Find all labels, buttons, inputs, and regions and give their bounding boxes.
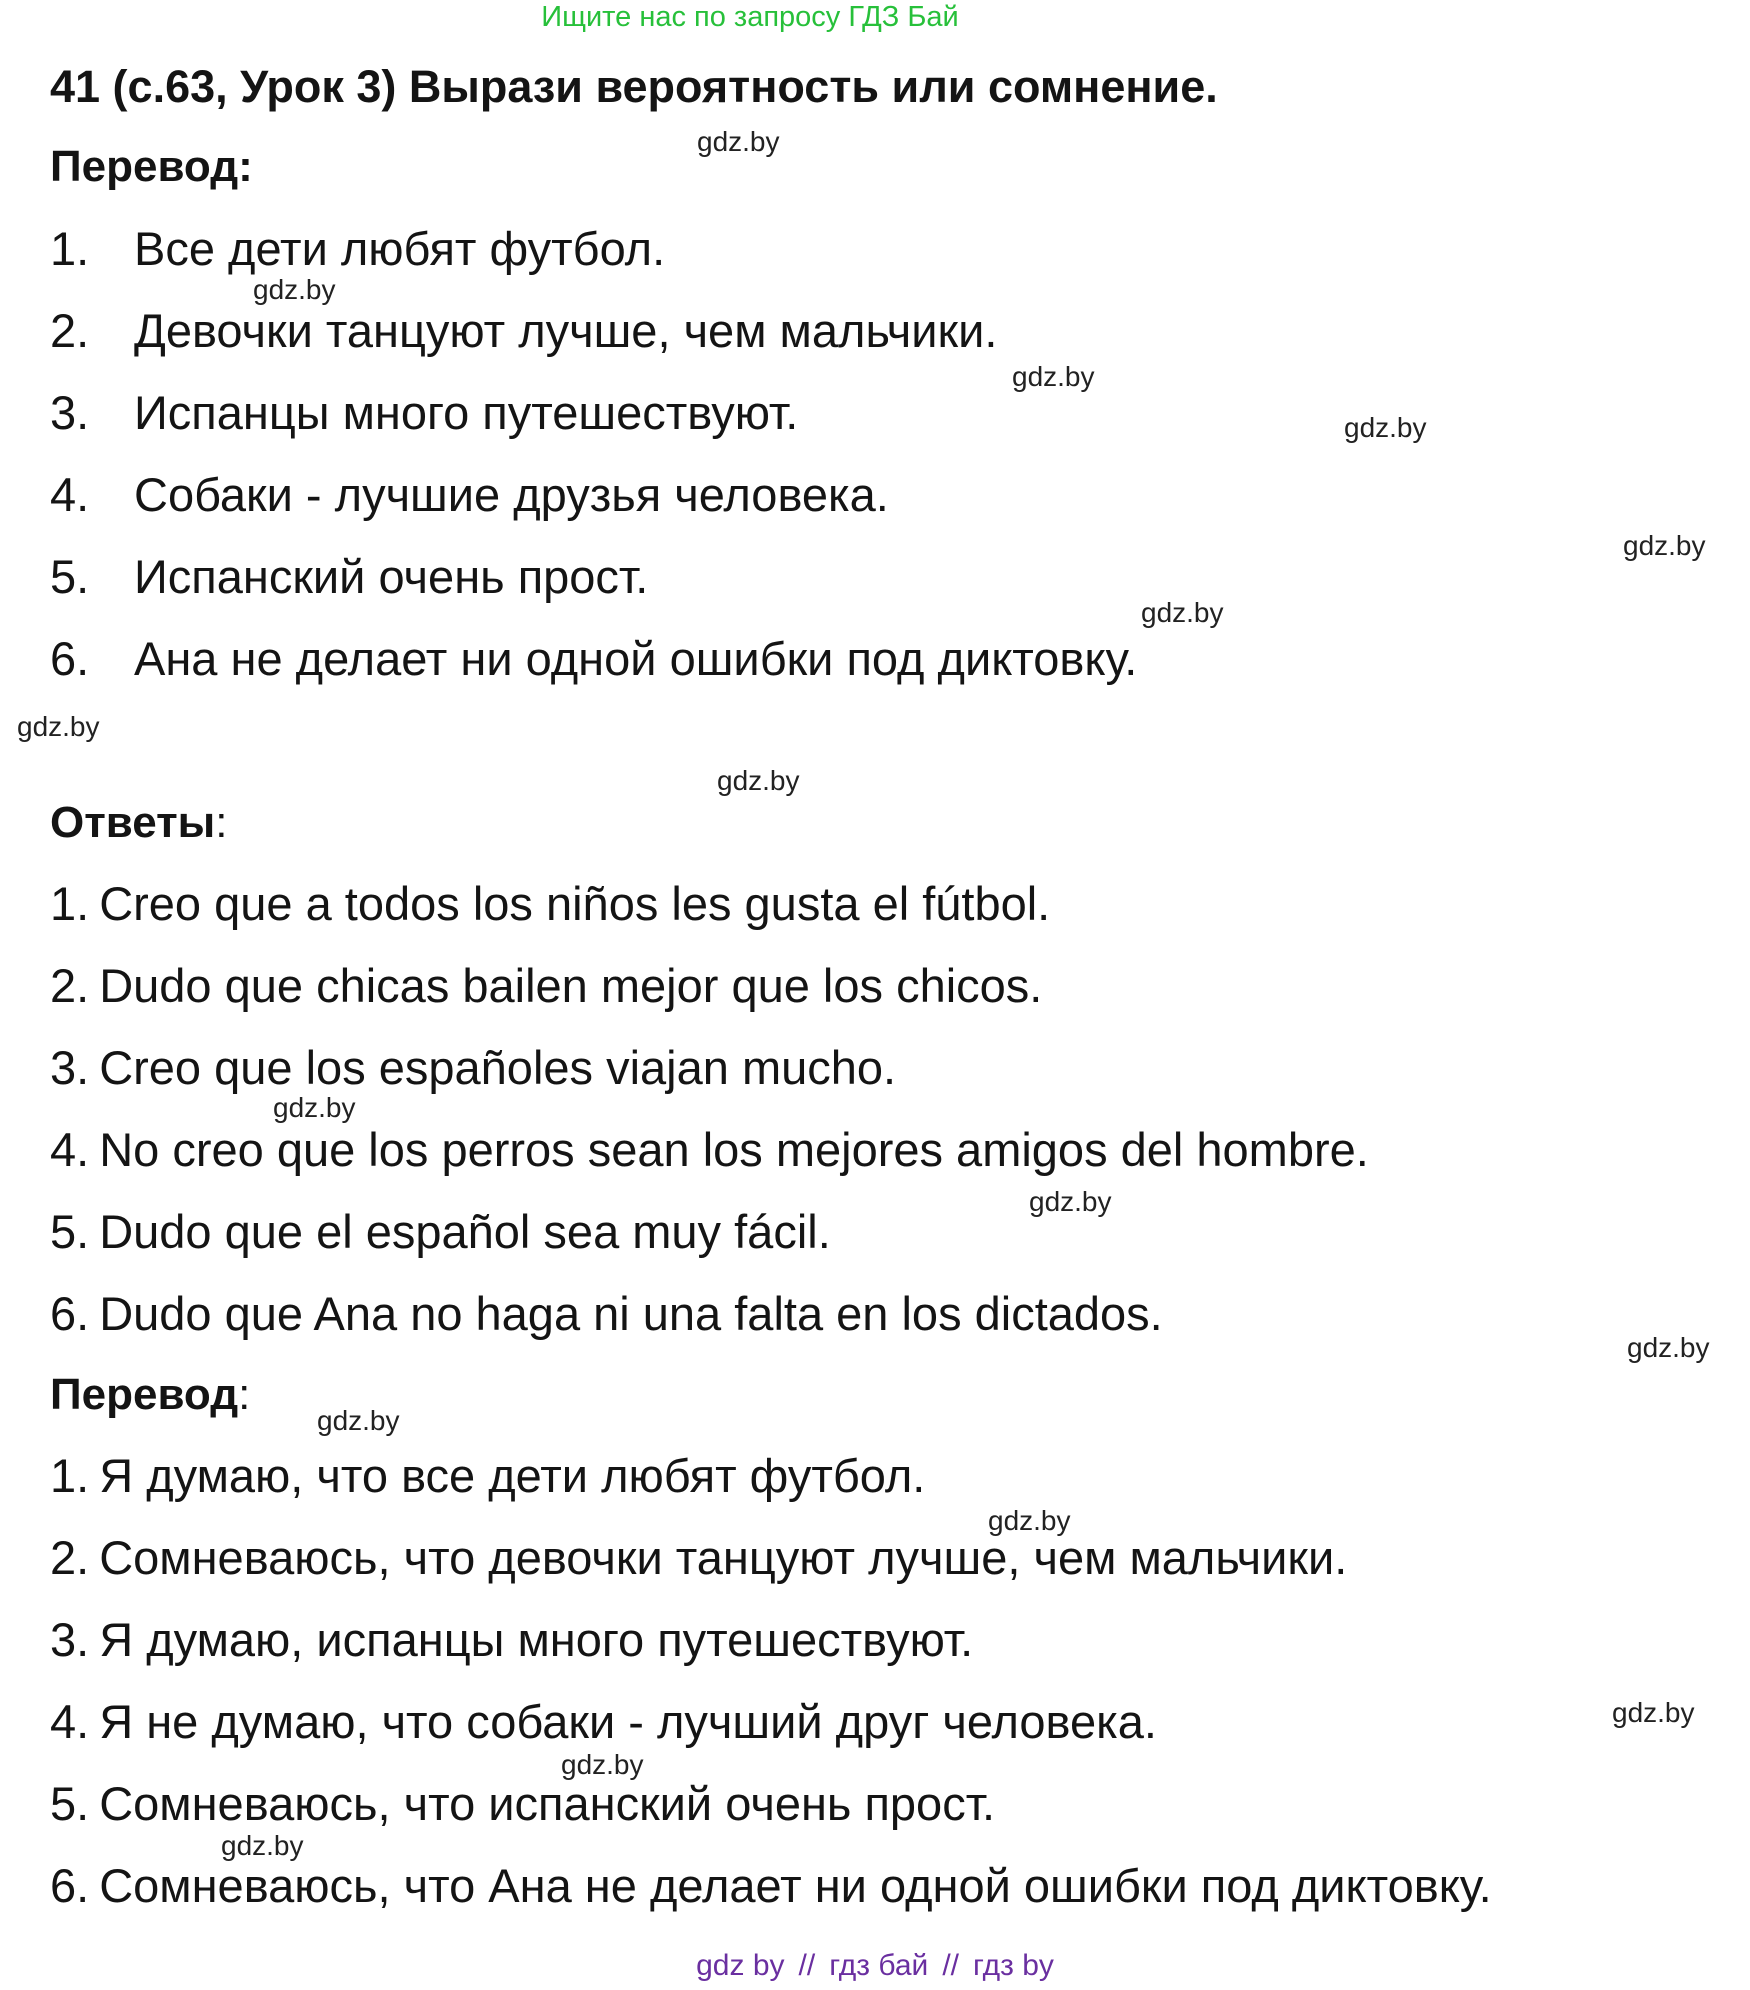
list-item <box>50 863 1369 945</box>
item-text: Сомневаюсь, что Ана не делает ни одной ошибки под диктовку. <box>99 1859 1492 1912</box>
footer-link-gdz-by[interactable]: gdz by <box>696 1949 785 1982</box>
list-item <box>50 536 1137 618</box>
watermark: gdz.by <box>561 1749 644 1780</box>
item-number: 6. <box>50 632 90 685</box>
search-banner: Ищите нас по запросу ГДЗ Бай <box>541 1 959 33</box>
item-text: Испанцы много путешествуют. <box>134 386 799 439</box>
answers-list <box>50 863 1369 1355</box>
section-heading-answer-translation <box>50 1367 250 1423</box>
item-number: 5. <box>50 1205 90 1258</box>
item-text: Ана не делает ни одной ошибки под диктовку. <box>134 632 1138 685</box>
item-text: Dudo que Ana no haga ni una falta en los dictados. <box>99 1287 1163 1340</box>
watermark: gdz.by <box>17 711 100 742</box>
footer-link-gdz-bai[interactable]: гдз бай <box>829 1949 929 1982</box>
translation-list <box>50 208 1137 700</box>
item-number: 3. <box>50 386 90 439</box>
item-text: Сомневаюсь, что девочки танцуют лучше, чем мальчики. <box>99 1531 1348 1584</box>
item-number: 2. <box>50 1531 90 1584</box>
list-item <box>50 1027 1369 1109</box>
item-number: 3. <box>50 1613 90 1666</box>
item-text: Dudo que chicas bailen mejor que los chicos. <box>99 959 1043 1012</box>
list-item <box>50 1517 1492 1599</box>
item-text: Creo que a todos los niños les gusta el fútbol. <box>99 877 1051 930</box>
item-number: 2. <box>50 959 90 1012</box>
watermark: gdz.by <box>697 126 780 157</box>
item-text: Испанский очень прост. <box>134 550 649 603</box>
list-item <box>50 618 1137 700</box>
watermark: gdz.by <box>1627 1332 1710 1363</box>
answers-heading-colon: : <box>215 798 228 847</box>
list-item <box>50 454 1137 536</box>
list-item <box>50 1599 1492 1681</box>
watermark: gdz.by <box>988 1505 1071 1536</box>
item-text: Все дети любят футбол. <box>134 222 666 275</box>
answers-heading-text: Ответы <box>50 798 216 847</box>
footer-separator: // <box>798 1949 816 1982</box>
item-text: Creo que los españoles viajan mucho. <box>99 1041 897 1094</box>
watermark: gdz.by <box>273 1092 356 1123</box>
item-number: 1. <box>50 877 90 930</box>
item-number: 5. <box>50 550 90 603</box>
watermark: gdz.by <box>1623 530 1706 561</box>
watermark: gdz.by <box>253 274 336 305</box>
watermark: gdz.by <box>1141 597 1224 628</box>
item-number: 1. <box>50 1449 90 1502</box>
item-text: Сомневаюсь, что испанский очень прост. <box>99 1777 996 1830</box>
item-number: 6. <box>50 1859 90 1912</box>
item-text: Девочки танцуют лучше, чем мальчики. <box>134 304 998 357</box>
item-text: Dudo que el español sea muy fácil. <box>99 1205 831 1258</box>
watermark: gdz.by <box>1612 1697 1695 1728</box>
watermark: gdz.by <box>1012 361 1095 392</box>
list-item <box>50 1273 1369 1355</box>
list-item <box>50 290 1137 372</box>
item-number: 4. <box>50 1695 90 1748</box>
section-heading-translation: Перевод: <box>50 142 253 191</box>
section-heading-answers <box>50 795 228 851</box>
list-item <box>50 372 1137 454</box>
watermark: gdz.by <box>221 1830 304 1861</box>
watermark: gdz.by <box>717 765 800 796</box>
item-text: Я не думаю, что собаки - лучший друг человека. <box>99 1695 1157 1748</box>
watermark: gdz.by <box>317 1405 400 1436</box>
item-text: Собаки - лучшие друзья человека. <box>134 468 889 521</box>
list-item <box>50 1109 1369 1191</box>
page-title: 41 (с.63, Урок 3) Вырази вероятность или сомнение. <box>50 61 1218 112</box>
footer-links <box>0 1948 1750 1984</box>
answer-translation-heading-colon: : <box>238 1370 251 1419</box>
list-item <box>50 208 1137 290</box>
item-text: Я думаю, испанцы много путешествуют. <box>99 1613 974 1666</box>
answer-translation-heading-text: Перевод <box>50 1370 239 1419</box>
watermark: gdz.by <box>1029 1186 1112 1217</box>
footer-separator: // <box>942 1949 959 1982</box>
item-number: 4. <box>50 1123 90 1176</box>
item-number: 1. <box>50 222 90 275</box>
item-number: 6. <box>50 1287 90 1340</box>
watermark: gdz.by <box>1344 412 1427 443</box>
list-item <box>50 1191 1369 1273</box>
item-text: Я думаю, что все дети любят футбол. <box>99 1449 926 1502</box>
item-number: 5. <box>50 1777 90 1830</box>
item-number: 2. <box>50 304 90 357</box>
item-number: 3. <box>50 1041 90 1094</box>
list-item <box>50 1435 1492 1517</box>
list-item <box>50 945 1369 1027</box>
footer-link-gdz-by-cyr[interactable]: гдз by <box>973 1949 1054 1982</box>
list-item <box>50 1681 1492 1763</box>
item-text: No creo que los perros sean los mejores amigos del hombre. <box>99 1123 1369 1176</box>
item-number: 4. <box>50 468 90 521</box>
